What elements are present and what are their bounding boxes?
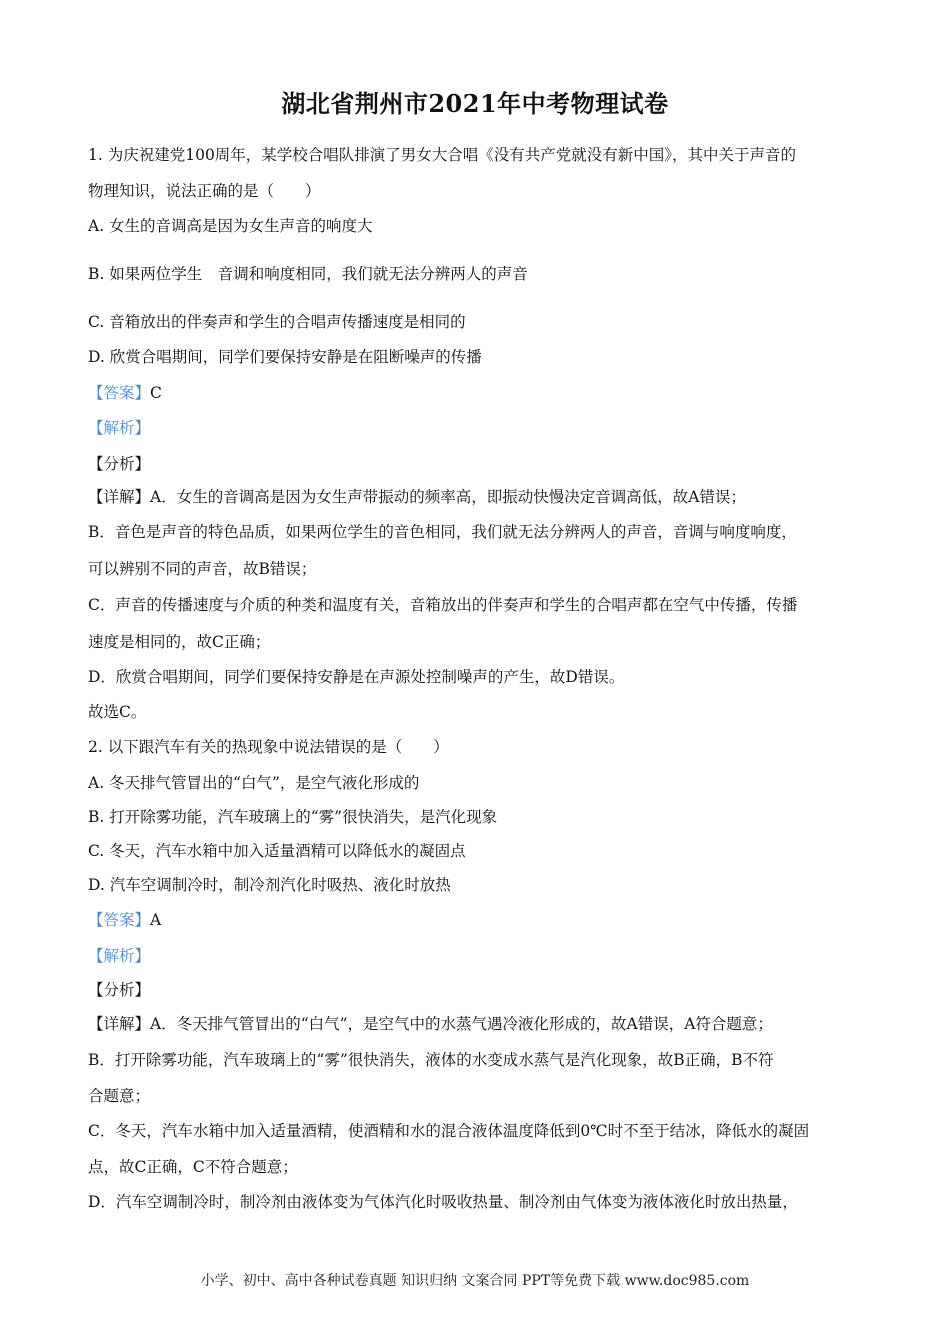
q1-analysis-tag: 【解析】 [88, 419, 151, 437]
q1-detail-line4: C．声音的传播速度与介质的种类和温度有关，音箱放出的伴奏声和学生的合唱声都在空气中传播，传播 [88, 596, 798, 614]
page-footer: 小学、初中、高中各种试卷真题 知识归纳 文案合同 PPT等免费下载 www.doc985.com [200, 1273, 750, 1289]
q2-option-c: C. 冬天，汽车水箱中加入适量酒精可以降低水的凝固点 [88, 842, 466, 860]
q1-detail-line2: B．音色是声音的特色品质，如果两位学生的音色相同，我们就无法分辨两人的声音，音调与响度响度， [88, 523, 797, 541]
q2-answer-line [88, 908, 890, 930]
q2-detail-line3: 合题意； [88, 1087, 151, 1105]
q2-analysis-tag: 【解析】 [88, 947, 151, 965]
q1-option-d: D. 欣赏合唱期间，同学们要保持安静是在阻断噪声的传播 [88, 348, 482, 366]
q2-detail-line4: C．冬天，汽车水箱中加入适量酒精，使酒精和水的混合液体温度降低到0℃时不至于结冰，降低水的凝固 [88, 1122, 810, 1140]
q2-detail-line6: D．汽车空调制冷时，制冷剂由液体变为气体汽化时吸收热量、制冷剂由气体变为液体液化时放出热量， [88, 1193, 798, 1211]
q2-fenxi-heading: 【分析】 [88, 981, 151, 999]
q2-detail-line1: 【详解】A．冬天排气管冒出的“白气”，是空气中的水蒸气遇冷液化形成的，故A错误，A符合题意； [88, 1015, 773, 1033]
q2-stem: 2. 以下跟汽车有关的热现象中说法错误的是（ ） [88, 738, 449, 756]
q1-stem-line1: 1. 为庆祝建党100周年，某学校合唱队排演了男女大合唱《没有共产党就没有新中国》，其中关于声音的 [88, 146, 797, 164]
q1-detail-line6: D．欣赏合唱期间，同学们要保持安静是在声源处控制噪声的产生，故D错误。 [88, 668, 625, 686]
q1-answer-line [88, 381, 890, 403]
page-title: 湖北省荆州市2021年中考物理试卷 [281, 89, 669, 118]
q1-fenxi-heading: 【分析】 [88, 455, 151, 473]
q1-option-b: B. 如果两位学生 音调和响度相同，我们就无法分辨两人的声音 [88, 265, 528, 283]
q1-conclusion: 故选C。 [88, 703, 147, 721]
q1-answer-value: C [150, 384, 162, 402]
q2-option-b: B. 打开除雾功能，汽车玻璃上的“雾”很快消失，是汽化现象 [88, 808, 498, 826]
q2-option-d: D. 汽车空调制冷时，制冷剂汽化时吸热、液化时放热 [88, 876, 451, 894]
q1-detail-line3: 可以辨别不同的声音，故B错误； [88, 560, 317, 578]
q1-detail-line5: 速度是相同的，故C正确； [88, 633, 271, 651]
q1-detail-line1: 【详解】A．女生的音调高是因为女生声带振动的频率高，即振动快慢决定音调高低，故A错误； [88, 488, 746, 506]
q2-answer-tag: 【答案】 [88, 911, 151, 929]
q1-stem-line2: 物理知识，说法正确的是（ ） [88, 182, 321, 200]
q2-detail-line2: B．打开除雾功能，汽车玻璃上的“雾”很快消失，液体的水变成水蒸气是汽化现象，故B正确，B不符 [88, 1051, 774, 1069]
q1-option-a: A. 女生的音调高是因为女生声音的响度大 [88, 217, 373, 235]
q1-answer-tag: 【答案】 [88, 384, 151, 402]
q1-option-c: C. 音箱放出的伴奏声和学生的合唱声传播速度是相同的 [88, 313, 466, 331]
q2-option-a: A. 冬天排气管冒出的“白气”，是空气液化形成的 [88, 774, 420, 792]
q2-answer-value: A [150, 911, 162, 929]
q2-detail-line5: 点，故C正确，C不符合题意； [88, 1158, 298, 1176]
